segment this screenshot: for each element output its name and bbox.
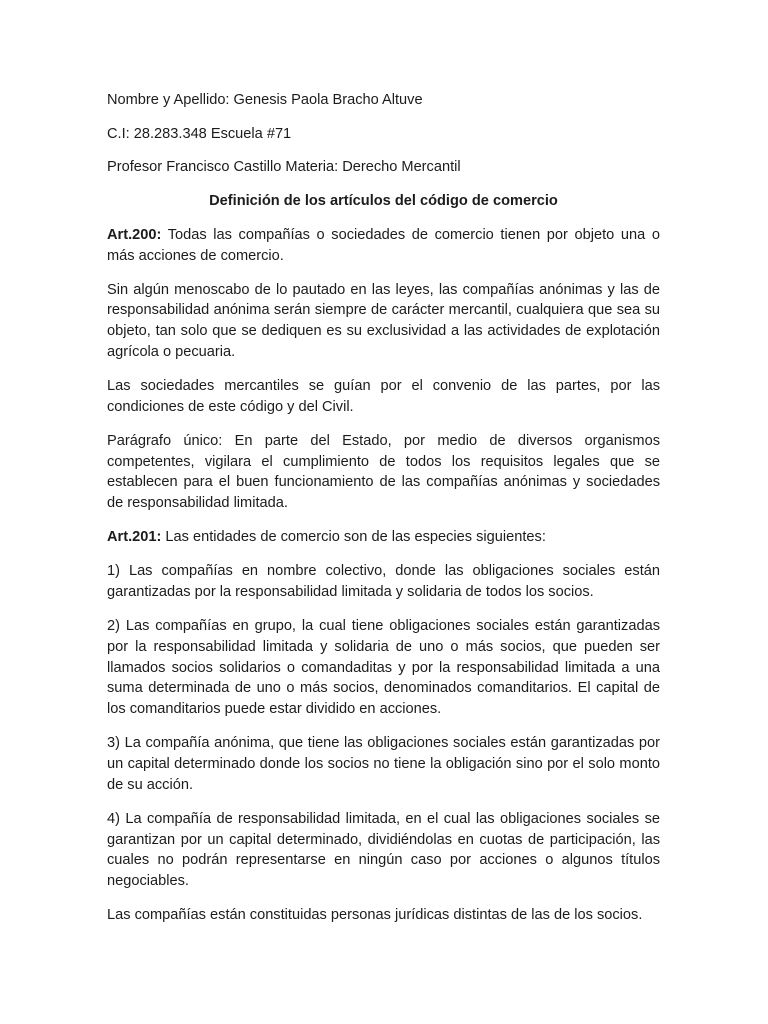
document-title: Definición de los artículos del código de comercio bbox=[209, 193, 558, 210]
document-body bbox=[107, 90, 660, 940]
article-200-paragraph bbox=[107, 225, 660, 266]
article-201-label: Art.201: bbox=[107, 529, 162, 546]
sociedades-paragraph: Las sociedades mercantiles se guían por el convenio de las partes, por las condiciones de este código y del Civil. bbox=[107, 378, 660, 415]
paragrafo-unico-paragraph: Parágrafo único: En parte del Estado, por medio de diversos organismos competentes, vigilara el cumplimiento de todos los requisitos legales que se establecen para el buen funcionamiento de las compañías anónimas y sociedades de responsabilidad limitada. bbox=[107, 432, 660, 512]
professor-line: Profesor Francisco Castillo Materia: Derecho Mercantil bbox=[107, 159, 461, 176]
closing-paragraph: Las compañías están constituidas personas jurídicas distintas de las de los socios. bbox=[107, 907, 643, 924]
list-item: 3) La compañía anónima, que tiene las obligaciones sociales están garantizadas por un capital determinado donde los socios no tiene la obligación sino por el solo monto de su acción. bbox=[107, 735, 660, 793]
list-item: 2) Las compañías en grupo, la cual tiene obligaciones sociales están garantizadas por la responsabilidad limitada y solidaria de uno o más socios, que pueden ser llamados socios solidarios o comandaditas y por la responsabilidad limitada a una suma determinada de uno o más socios, denominados comanditarios. El capital de los comanditarios puede estar dividido en acciones. bbox=[107, 618, 660, 718]
list-item: 1) Las compañías en nombre colectivo, donde las obligaciones sociales están garantizadas por la responsabilidad limitada y solidaria de todos los socios. bbox=[107, 563, 660, 601]
article-200-label: Art.200: bbox=[107, 226, 162, 243]
article-201-paragraph bbox=[107, 527, 660, 548]
student-id-line: C.I: 28.283.348 Escuela #71 bbox=[107, 125, 292, 142]
student-name-line: Nombre y Apellido: Genesis Paola Bracho Altuve bbox=[107, 92, 423, 108]
menoscabo-paragraph: Sin algún menoscabo de lo pautado en las leyes, las compañías anónimas y las de responsabilidad anónima serán siempre de carácter mercantil, cualquiera que sea su objeto, tan solo que se dediquen es su exclusividad a las actividades de explotación agrícola o pecuaria. bbox=[107, 281, 660, 360]
article-200-text: Todas las compañías o sociedades de comercio tienen por objeto una o más acciones de comercio. bbox=[107, 226, 660, 264]
article-201-text: Las entidades de comercio son de las especies siguientes: bbox=[161, 529, 546, 546]
list-item: 4) La compañía de responsabilidad limitada, en el cual las obligaciones sociales se garantizan por un capital determinado, dividiéndolas en cuotas de participación, las cuales no podrán representarse en ningún caso por acciones o algunos títulos negociables. bbox=[107, 810, 660, 890]
